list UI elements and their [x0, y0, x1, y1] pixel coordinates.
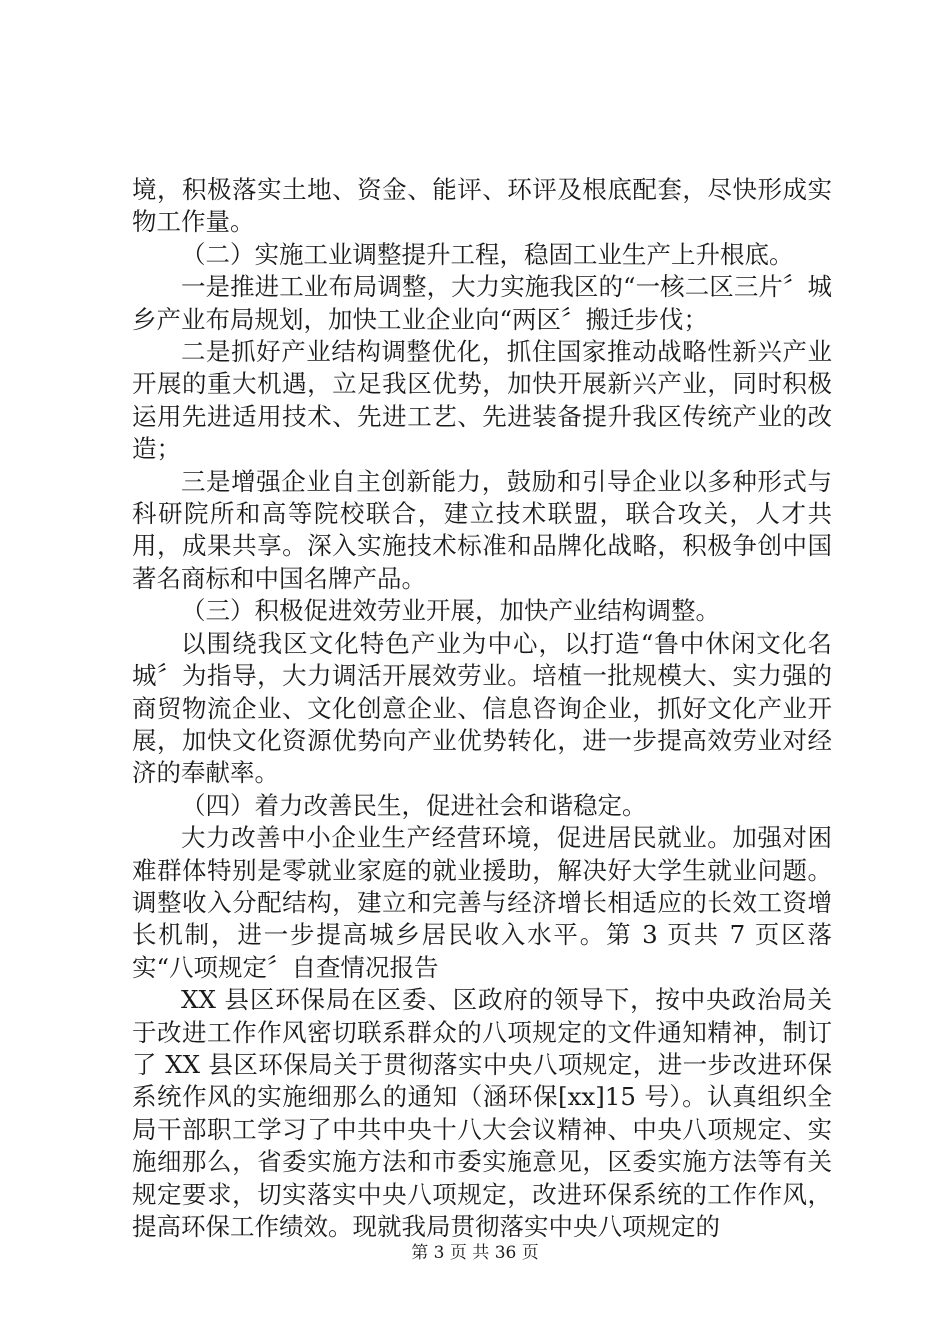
paragraph-3: 一是推进工业布局调整，大力实施我区的“一核二区三片〞城乡产业布局规划，加快工业企业向“两区〞搬迁步伐；	[132, 272, 832, 334]
paragraph-6: （三）积极促进效劳业开展，加快产业结构调整。	[181, 596, 720, 626]
paragraph-8: （四）着力改善民生，促进社会和谐稳定。	[181, 790, 647, 820]
page-footer: 第 3 页 共 36 页	[411, 1243, 539, 1263]
paragraph-2: （二）实施工业调整提升工程，稳固工业生产上升根底。	[181, 239, 794, 269]
paragraph-4: 二是抓好产业结构调整优化，抓住国家推动战略性新兴产业开展的重大机遇，立足我区优势，加快开展新兴产业，同时积极运用先进适用技术、先进工艺、先进装备提升我区传统产业的改造；	[132, 337, 832, 464]
paragraph-10: XX 县区环保局在区委、区政府的领导下，按中央政治局关于改进工作作风密切联系群众的八项规定的文件通知精神，制订了 XX 县区环保局关于贯彻落实中央八项规定，进一步改进环保系统作风的实施细那么的通知（涵环保[xx]15 号）。认真组织全局干部职工学习了中共中央十八大会议精神、中央八项规定、实施细那么，省委实施方法和市委实施意见，区委实施方法等有关规定要求，切实落实中央八项规定，改进环保系统的工作作风，提高环保工作绩效。现就我局贯彻落实中央八项规定的	[132, 985, 832, 1241]
paragraph-7: 以围绕我区文化特色产业为中心，以打造“鲁中休闲文化名城〞为指导，大力调活开展效劳业。培植一批规模大、实力强的商贸物流企业、文化创意企业、信息咨询企业，抓好文化产业开展，加快文化资源优势向产业优势转化，进一步提高效劳业对经济的奉献率。	[132, 628, 832, 788]
paragraph-9: 大力改善中小企业生产经营环境，促进居民就业。加强对困难群体特别是零就业家庭的就业援助，解决好大学生就业问题。调整收入分配结构，建立和完善与经济增长相适应的长效工资增长机制，进一步提高城乡居民收入水平。第 3 页共 7 页区落实“八项规定〞自查情况报告	[132, 823, 832, 982]
paragraph-1: 境，积极落实土地、资金、能评、环评及根底配套，尽快形成实物工作量。	[132, 175, 832, 237]
paragraph-5: 三是增强企业自主创新能力，鼓励和引导企业以多种形式与科研院所和高等院校联合，建立技术联盟，联合攻关，人才共用，成果共享。深入实施技术标准和品牌化战略，积极争创中国著名商标和中国名牌产品。	[132, 466, 832, 593]
body-text	[132, 174, 832, 1243]
